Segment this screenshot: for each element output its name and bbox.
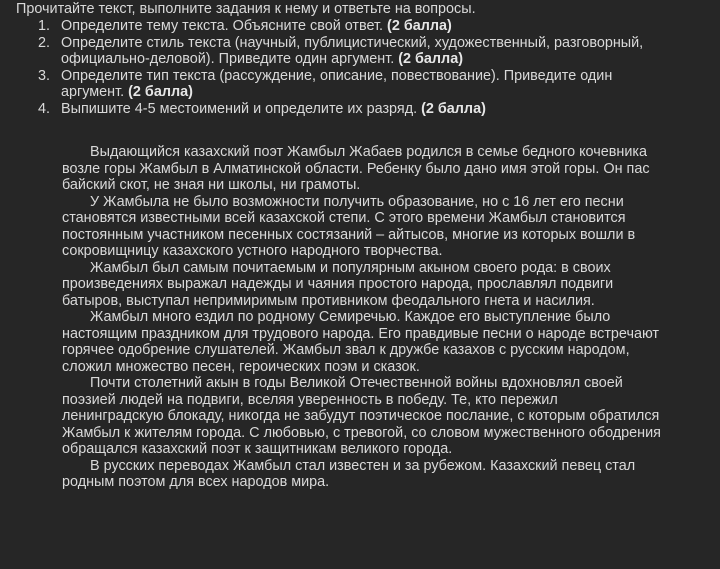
task-points: (2 балла) [398,51,463,67]
task-number: 2. [38,34,51,51]
passage-paragraph: Жамбыл много ездил по родному Семиречью. Каждое его выступление было настоящим праздником для трудового народа. Его правдивые песни о народе встречают горячее одобрение слушателей. Жамбыл звал к дружбе казахов с русским народом, сложил множество песен, героических поэм и сказок. [62,309,660,375]
task-item [38,68,678,101]
passage-paragraph: Почти столетний акын в годы Великой Отечественной войны вдохновлял своей поэзией людей на подвиги, вселяя уверенность в победу. Те, кто пережил ленинградскую блокаду, никогда не забудут поэтическое послание, с которым обратился Жамбыл к жителям города. С любовью, с тревогой, со словом мужественного ободрения обращался казахский поэт к защитникам великого города. [62,375,661,457]
task-text: Выпишите 4-5 местоимений и определите их разряд. [61,100,418,117]
task-text: Определите тип текста (рассуждение, описание, повествование). Приведите один аргумент. [61,67,613,100]
task-item [38,101,678,118]
task-text: Определите стиль текста (научный, публицистический, художественный, разговорный, официально-деловой). Приведите один аргумент. [61,34,644,67]
passage-paragraph: Выдающийся казахский поэт Жамбыл Жабаев родился в семье бедного кочевника возле горы Жамбыл в Алматинской области. Ребенку было дано имя этой горы. Он пас байский скот, не зная ни школы, ни грамоты. [62,144,650,193]
task-points: (2 балла) [421,100,486,117]
task-number: 4. [38,100,51,117]
task-item [38,35,678,68]
instructions-heading: Прочитайте текст, выполните задания к нему и ответьте на вопросы. [16,1,476,17]
passage-paragraph: У Жамбыла не было возможности получить образование, но с 16 лет его песни становятся известными всей казахской степи. С этого времени Жамбыл становится постоянным участником песенных состязаний – айтысов, многие из которых вошли в сокровищницу казахского устного народного творчества. [62,193,636,259]
passage-paragraph: В русских переводах Жамбыл стал известен и за рубежом. Казахский певец стал родным поэтом для всех народов мира. [62,457,636,490]
passage-paragraph: Жамбыл был самым почитаемым и популярным акыном своего рода: в своих произведениях выражал надежды и чаяния простого народа, прославлял подвиги батыров, выступал непримиримым противником феодального гнета и насилия. [62,259,614,309]
task-number: 1. [38,18,51,34]
task-number: 3. [38,67,51,84]
task-text: Определите тему текста. Объясните свой ответ. [61,18,384,34]
task-points: (2 балла) [128,84,193,100]
task-points: (2 балла) [387,18,452,34]
task-item [38,18,678,35]
task-list [38,18,678,117]
reading-passage [62,144,662,491]
